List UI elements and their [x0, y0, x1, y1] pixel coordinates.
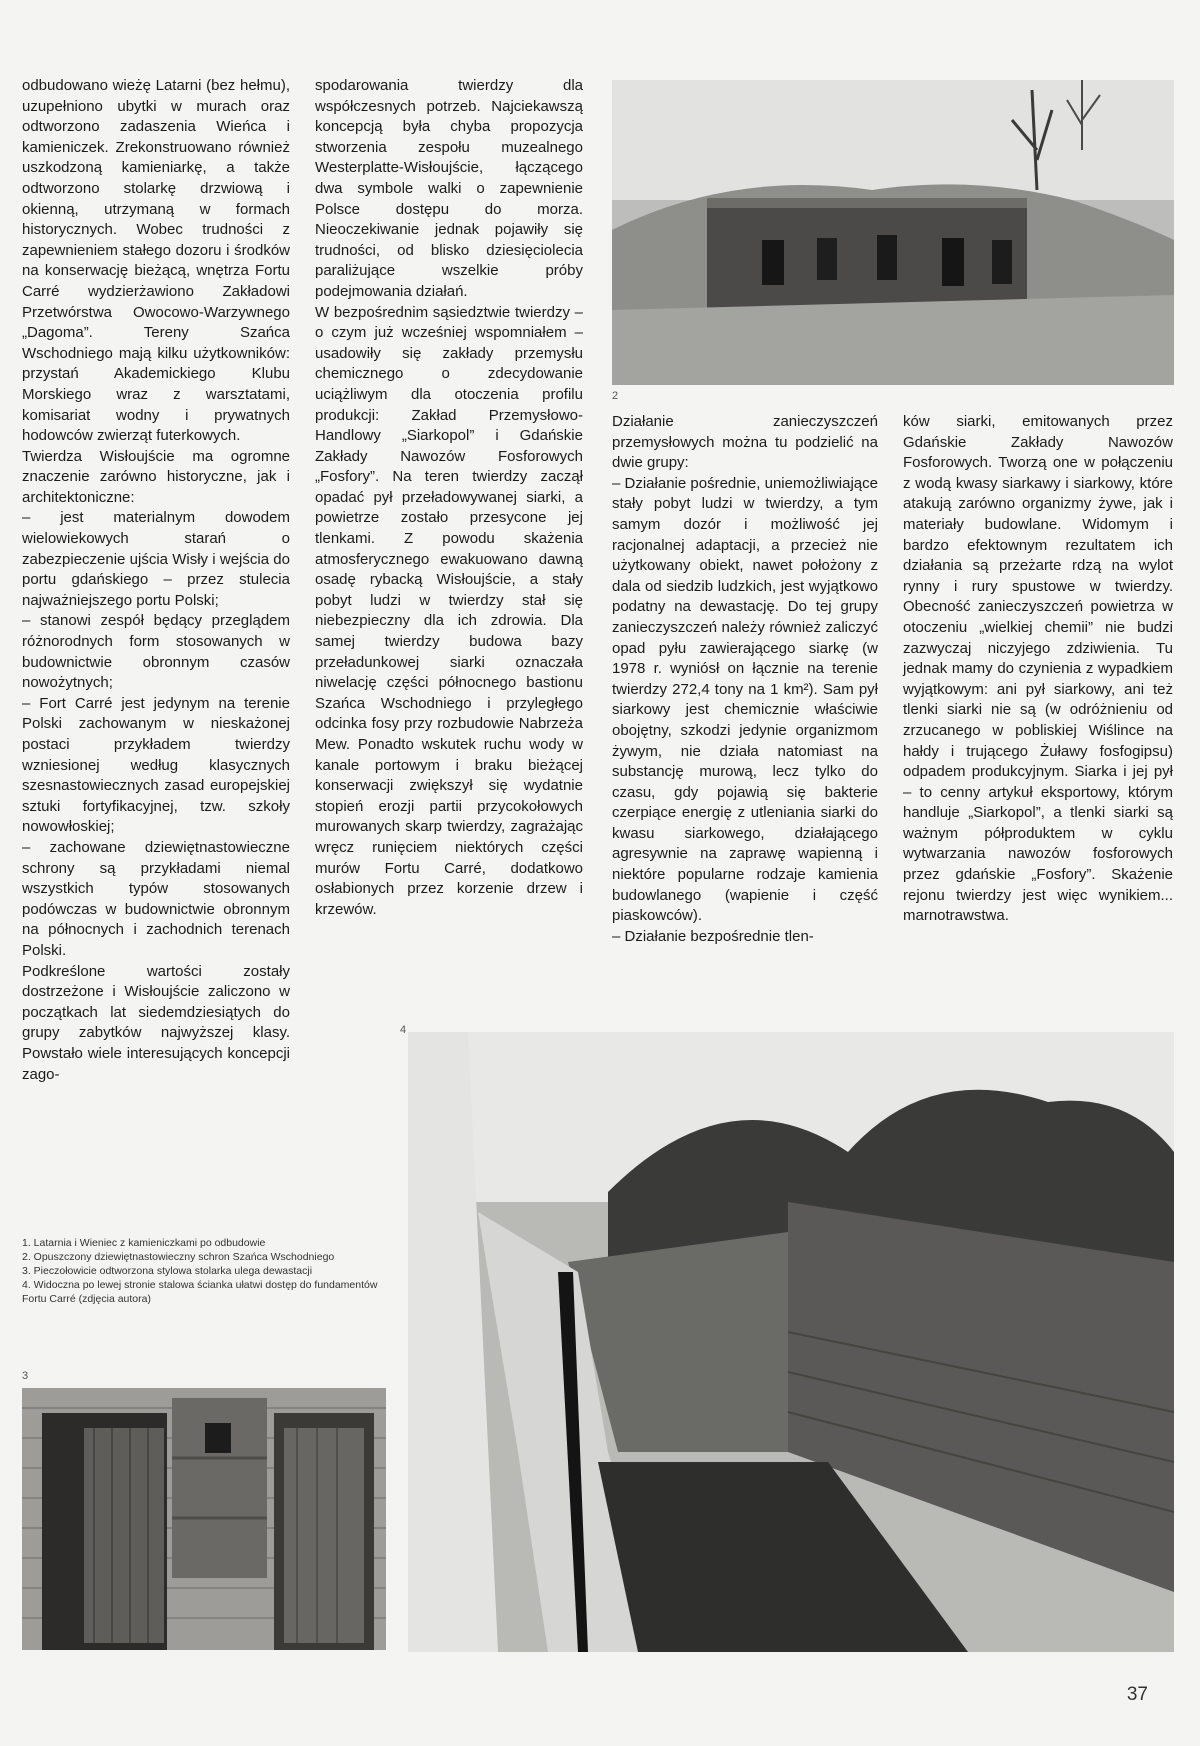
text-column-2	[315, 76, 583, 920]
photo-moat	[408, 1032, 1174, 1652]
figure-number-2: 2	[612, 390, 619, 402]
photo-doors	[22, 1388, 386, 1650]
column-1-text: odbudowano wieżę Latarni (bez hełmu), uzupełniono ubytki w murach oraz odtworzono zadaszenia Wieńca i kamieniczek. Zrekonstruowano również uszkodzoną kamieniarkę, a także odtworzono stolarkę drzwiową i okienną, utrzymaną w formach historycznych. Wobec trudności z zapewnieniem stałego dozoru i środków na konserwację bieżącą, wnętrza Fortu Carré wydzierżawiono Zakładowi Przetwórstwa Owocowo-Warzywnego „Dagoma”. Tereny Szańca Wschodniego mają kilku użytkowników: przystań Akademickiego Klubu Morskiego wraz z warsztatami, komisariat wodny i prywatnych hodowców zwierząt futerkowych. Twierdza Wisłoujście ma ogromne znaczenie zarówno historyczne, jak i architektoniczne: – jest materialnym dowodem wielowiekowych starań o zabezpieczenie ujścia Wisły i wejścia do portu gdańskiego – przez stulecia najważniejszego portu Polski; – stanowi zespół będący przeglądem różnorodnych form stosowanych w budownictwie obronnym czasów nowożytnych; – Fort Carré jest jedynym na terenie Polski zachowanym w nieskażonej postaci przykładem twierdzy wzniesionej według klasycznych szesnastowiecznych zasad europejskiej sztuki fortyfikacyjnej, tzw. szkoły nowowłoskiej; – zachowane dziewiętnastowieczne schrony są przykładami niemal wszystkich typów stosowanych podówczas w budownictwie obronnym na północnych i zachodnich terenach Polski. Podkreślone wartości zostały dostrzeżone i Wisłoujście zaliczono w początkach lat siedemdziesiątych do grupy zabytków najwyższej klasy. Powstało wiele interesujących koncepcji zago-	[22, 77, 290, 1083]
column-2-text: spodarowania twierdzy dla współczesnych potrzeb. Najciekawszą koncepcją była chyba propozycja stworzenia zespołu muzealnego Westerplatte-Wisłoujście, łączącego dwa symbole walki o zapewnienie Polsce dostępu do morza. Nieoczekiwanie jednak pojawiły się trudności, od blisko dziesięciolecia paraliżujące wszelkie próby podejmowania działań. W bezpośrednim sąsiedztwie twierdzy – o czym już wcześniej wspomniałem – usadowiły się zakłady przemysłu chemicznego o zdecydowanie uciążliwym dla otoczenia profilu produkcji: Zakład Przemysłowo-Handlowy „Siarkopol” i Gdańskie Zakłady Nawozów Fosforowych „Fosfory”. Na teren twierdzy zaczął opadać pył przeładowywanej siarki, a powietrze zostało przesycone jej tlenkami. Z powodu skażenia atmosferycznego ewakuowano dawną osadę rybacką Wisłoujście, a stały pobyt ludzi w twierdzy stał się niebezpieczny dla ich zdrowia. Dla samej twierdzy budowa bazy przeładunkowej siarki oznaczała niwelację części północnego bastionu Szańca Wschodniego i przyległego odcinka fosy przy rozbudowie Nabrzeża Mew. Ponadto wskutek ruchu wody w kanale portowym i braku bieżącej konserwacji zwiększył się wydatnie stopień erozji partii przycokołowych murowanych skarp twierdzy, zagrażając wręcz runięciem niektórych części murów Fortu Carré, dodatkowo osłabionych przez korzenie drzew i krzewów.	[315, 77, 583, 918]
column-4-text: ków siarki, emitowanych przez Gdańskie Zakłady Nawozów Fosforowych. Tworzą one w połączeniu z wodą kwasy siarkawy i siarkowy, które atakują zarówno organizmy żywe, jak i materiały budowlane. Widomym i bardzo efektownym rezultatem ich działania są przeżarte rdzą na wylot rynny i rury spustowe w twierdzy. Obecność zanieczyszczeń powietrza w otoczeniu „wielkiej chemii” nie budzi zazwyczaj niczyjego zdziwienia. Tu jednak mamy do czynienia z wypadkiem wyjątkowym: ani pył siarkowy, ani też tlenki siarki nie są (w odróżnieniu od zrzucanego w pobliskiej Wiślince na hałdy i trującego Żuławy fosfogipsu) odpadem produkcyjnym. Siarka i jej pył – to cenny artykuł eksportowy, którym handluje „Siarkopol”, a tlenki siarki są ważnym półproduktem w cyklu wytwarzania nawozów fosforowych przez gdańskie „Fosfory”. Skażenie rejonu twierdzy jest więc wynikiem... marnotrawstwa.	[903, 413, 1173, 925]
text-column-4	[903, 412, 1173, 927]
text-column-1	[22, 76, 290, 1085]
figure-number-3: 3	[22, 1370, 29, 1382]
caption-4: 4. Widoczna po lewej stronie stalowa ścianka ułatwi dostęp do fundamentów Fortu Carré (zdjęcia autora)	[22, 1279, 378, 1305]
page-number: 37	[1126, 1684, 1148, 1705]
figure-number-4: 4	[400, 1024, 407, 1036]
caption-2: 2. Opuszczony dziewiętnastowieczny schron Szańca Wschodniego	[22, 1251, 335, 1263]
photo-bunker	[612, 80, 1174, 385]
photo-captions	[22, 1236, 392, 1306]
caption-1: 1. Latarnia i Wieniec z kamieniczkami po odbudowie	[22, 1237, 266, 1249]
caption-3: 3. Pieczołowicie odtworzona stylowa stolarka ulega dewastacji	[22, 1265, 313, 1277]
column-3-text: Działanie zanieczyszczeń przemysłowych można tu podzielić na dwie grupy: – Działanie pośrednie, uniemożliwiające stały pobyt ludzi w twierdzy, a tym samym dozór i możliwość jej racjonalnej adaptacji, a przecież nie użytkowany obiekt, nawet położony z dala od siedzib ludzkich, jest wyjątkowo podatny na dewastację. Do tej grupy zanieczyszczeń należy również zaliczyć opad pyłu zawierającego siarkę (w 1978 r. wyniósł on łącznie na terenie twierdzy 272,4 tony na 1 km²). Sam pył siarkowy jest chemicznie właściwie obojętny, szkodzi jedynie organizmom żywym, nie działa natomiast na substancję murową, lecz tylko do czasu, gdy pojawią się bakterie czerpiące energię z utleniania siarki do kwasu siarkowego, działającego agresywnie na zaprawę wapienną i niektóre popularne rodzaje kamienia budowlanego (wapienie i część piaskowców). – Działanie bezpośrednie tlen-	[612, 413, 878, 945]
text-column-3	[612, 412, 878, 947]
